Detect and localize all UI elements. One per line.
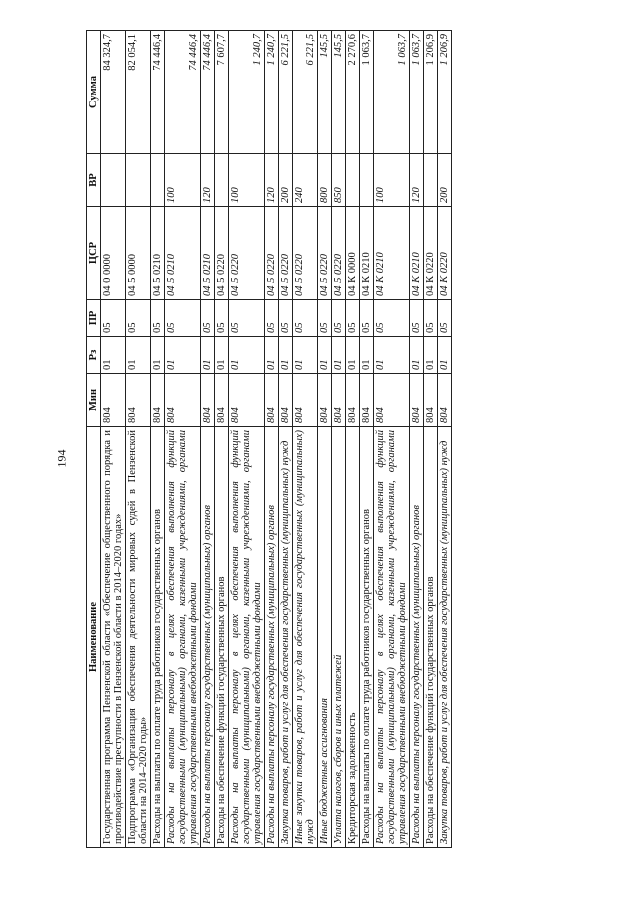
cell-sum: 1 063,7	[410, 31, 424, 154]
cell-pr: 05	[293, 300, 318, 337]
cell-sum: 1 240,7	[229, 31, 265, 154]
header-vr: ВР	[87, 154, 101, 207]
cell-vr: 800	[318, 154, 332, 207]
table-body	[101, 31, 452, 848]
cell-vr	[151, 154, 165, 207]
cell-min: 804	[165, 374, 201, 427]
cell-sum: 1 240,7	[265, 31, 279, 154]
cell-sum: 1 206,9	[438, 31, 452, 154]
cell-rz: 01	[215, 337, 229, 374]
cell-pr: 05	[126, 300, 151, 337]
cell-min: 804	[279, 374, 293, 427]
cell-sum: 84 324,7	[101, 31, 126, 154]
cell-vr: 120	[410, 154, 424, 207]
cell-name: Закупка товаров, работ и услуг для обеспечения государственных (муниципальных) нужд	[438, 427, 452, 848]
cell-min: 804	[215, 374, 229, 427]
cell-min: 804	[424, 374, 438, 427]
cell-name: Уплата налогов, сборов и иных платежей	[332, 427, 346, 848]
cell-pr: 05	[424, 300, 438, 337]
cell-name: Кредиторская задолженность	[346, 427, 360, 848]
cell-min: 804	[229, 374, 265, 427]
cell-csr: 04 5 0210	[151, 207, 165, 300]
cell-pr: 05	[101, 300, 126, 337]
cell-csr: 04 5 0220	[265, 207, 279, 300]
cell-name: Расходы на выплаты персоналу государственных (муниципальных) органов	[201, 427, 215, 848]
cell-name: Расходы на выплаты персоналу государственных (муниципальных) органов	[410, 427, 424, 848]
cell-vr	[346, 154, 360, 207]
cell-sum: 74 446,4	[201, 31, 215, 154]
cell-sum: 145,5	[332, 31, 346, 154]
table-row	[279, 31, 293, 848]
cell-min: 804	[360, 374, 374, 427]
table-row	[101, 31, 126, 848]
cell-pr: 05	[215, 300, 229, 337]
cell-sum: 145,5	[318, 31, 332, 154]
cell-csr: 04 К 0210	[374, 207, 410, 300]
cell-pr: 05	[265, 300, 279, 337]
cell-csr: 04 5 0220	[318, 207, 332, 300]
cell-pr: 05	[151, 300, 165, 337]
cell-vr: 120	[265, 154, 279, 207]
cell-vr: 120	[201, 154, 215, 207]
cell-min: 804	[293, 374, 318, 427]
cell-vr: 100	[165, 154, 201, 207]
cell-min: 804	[151, 374, 165, 427]
table-row	[424, 31, 438, 848]
cell-rz: 01	[165, 337, 201, 374]
table-row	[318, 31, 332, 848]
cell-csr: 04 5 0220	[229, 207, 265, 300]
cell-sum: 6 221,5	[279, 31, 293, 154]
table-row	[332, 31, 346, 848]
cell-name: Расходы на выплаты персоналу государственных (муниципальных) органов	[265, 427, 279, 848]
header-min: Мин	[87, 374, 101, 427]
cell-name: Подпрограмма «Организация обеспечения деятельности мировых судей в Пензенской области на 2014–2020 годы»	[126, 427, 151, 848]
header-rz: Рз	[87, 337, 101, 374]
cell-min: 804	[201, 374, 215, 427]
cell-vr: 850	[332, 154, 346, 207]
cell-min: 804	[126, 374, 151, 427]
cell-rz: 01	[151, 337, 165, 374]
cell-csr: 04 К 0220	[438, 207, 452, 300]
cell-vr	[126, 154, 151, 207]
cell-rz: 01	[374, 337, 410, 374]
cell-sum: 74 446,4	[151, 31, 165, 154]
cell-rz: 01	[293, 337, 318, 374]
cell-csr: 04 5 0220	[332, 207, 346, 300]
cell-name: Закупка товаров, работ и услуг для обеспечения государственных (муниципальных) нужд	[279, 427, 293, 848]
table-row	[410, 31, 424, 848]
cell-csr: 04 5 0220	[293, 207, 318, 300]
cell-name: Расходы на выплаты персоналу в целях обеспечения выполнения функций государственными (муниципальными) органами, казенными учреждениями, органами управления государственными внебюджетными фондами	[374, 427, 410, 848]
table-row	[438, 31, 452, 848]
table-row	[126, 31, 151, 848]
table-row	[151, 31, 165, 848]
cell-vr: 240	[293, 154, 318, 207]
cell-vr	[101, 154, 126, 207]
cell-csr: 04 5 0220	[215, 207, 229, 300]
cell-name: Расходы на выплаты по оплате труда работников государственных органов	[360, 427, 374, 848]
cell-rz: 01	[101, 337, 126, 374]
header-sum: Сумма	[87, 31, 101, 154]
cell-min: 804	[265, 374, 279, 427]
cell-name: Иные бюджетные ассигнования	[318, 427, 332, 848]
cell-rz: 01	[410, 337, 424, 374]
rotated-table-frame	[86, 34, 561, 848]
table-row	[265, 31, 279, 848]
page-number: 194	[54, 449, 69, 468]
budget-table	[86, 30, 452, 848]
cell-rz: 01	[201, 337, 215, 374]
cell-pr: 05	[279, 300, 293, 337]
cell-vr	[360, 154, 374, 207]
cell-rz: 01	[229, 337, 265, 374]
cell-name: Расходы на выплаты персоналу в целях обеспечения выполнения функций государственными (муниципальными) органами, казенными учреждениями, органами управления государственными внебюджетными фондами	[165, 427, 201, 848]
table-row	[346, 31, 360, 848]
cell-sum: 1 063,7	[360, 31, 374, 154]
header-csr: ЦСР	[87, 207, 101, 300]
cell-rz: 01	[332, 337, 346, 374]
cell-csr: 04 5 0000	[126, 207, 151, 300]
cell-sum: 7 607,7	[215, 31, 229, 154]
cell-csr: 04 К 0210	[410, 207, 424, 300]
table-row	[374, 31, 410, 848]
cell-pr: 05	[229, 300, 265, 337]
cell-csr: 04 5 0210	[201, 207, 215, 300]
cell-rz: 01	[265, 337, 279, 374]
table-row	[215, 31, 229, 848]
cell-vr: 200	[438, 154, 452, 207]
cell-min: 804	[374, 374, 410, 427]
cell-min: 804	[332, 374, 346, 427]
table-row	[165, 31, 201, 848]
cell-rz: 01	[318, 337, 332, 374]
cell-vr	[215, 154, 229, 207]
table-row	[360, 31, 374, 848]
cell-rz: 01	[279, 337, 293, 374]
cell-rz: 01	[438, 337, 452, 374]
cell-name: Расходы на выплаты по оплате труда работников государственных органов	[151, 427, 165, 848]
cell-rz: 01	[360, 337, 374, 374]
cell-csr: 04 5 0210	[165, 207, 201, 300]
cell-pr: 05	[318, 300, 332, 337]
table-row	[229, 31, 265, 848]
cell-pr: 05	[165, 300, 201, 337]
cell-pr: 05	[360, 300, 374, 337]
table-row	[293, 31, 318, 848]
cell-csr: 04 К 0210	[360, 207, 374, 300]
cell-csr: 04 К 0000	[346, 207, 360, 300]
cell-name: Расходы на обеспечение функций государственных органов	[215, 427, 229, 848]
cell-rz: 01	[424, 337, 438, 374]
cell-pr: 05	[346, 300, 360, 337]
cell-vr: 100	[229, 154, 265, 207]
cell-pr: 05	[410, 300, 424, 337]
cell-csr: 04 5 0220	[279, 207, 293, 300]
table-container	[86, 34, 561, 848]
cell-sum: 1 063,7	[374, 31, 410, 154]
cell-min: 804	[101, 374, 126, 427]
table-header-row	[87, 31, 101, 848]
cell-rz: 01	[346, 337, 360, 374]
cell-sum: 2 270,6	[346, 31, 360, 154]
header-pr: ПР	[87, 300, 101, 337]
cell-min: 804	[346, 374, 360, 427]
cell-sum: 74 446,4	[165, 31, 201, 154]
cell-csr: 04 К 0220	[424, 207, 438, 300]
cell-sum: 6 221,5	[293, 31, 318, 154]
cell-min: 804	[318, 374, 332, 427]
cell-vr	[424, 154, 438, 207]
cell-pr: 05	[374, 300, 410, 337]
cell-name: Расходы на обеспечение функций государственных органов	[424, 427, 438, 848]
cell-pr: 05	[201, 300, 215, 337]
cell-rz: 01	[126, 337, 151, 374]
cell-min: 804	[438, 374, 452, 427]
cell-vr: 100	[374, 154, 410, 207]
cell-name: Расходы на выплаты персоналу в целях обеспечения выполнения функций государственными (муниципальными) органами, казенными учреждениями, органами управления государственными внебюджетными фондами	[229, 427, 265, 848]
cell-sum: 82 054,1	[126, 31, 151, 154]
header-name: Наименование	[87, 427, 101, 848]
cell-csr: 04 0 0000	[101, 207, 126, 300]
table-row	[201, 31, 215, 848]
cell-vr: 200	[279, 154, 293, 207]
cell-sum: 1 206,9	[424, 31, 438, 154]
cell-min: 804	[410, 374, 424, 427]
cell-pr: 05	[332, 300, 346, 337]
cell-pr: 05	[438, 300, 452, 337]
cell-name: Государственная программа Пензенской области «Обеспечение общественного порядка и противодействие преступности в Пензенской области в 2014–2020 годах»	[101, 427, 126, 848]
cell-name: Иные закупки товаров, работ и услуг для обеспечения государственных (муниципальных) нужд	[293, 427, 318, 848]
